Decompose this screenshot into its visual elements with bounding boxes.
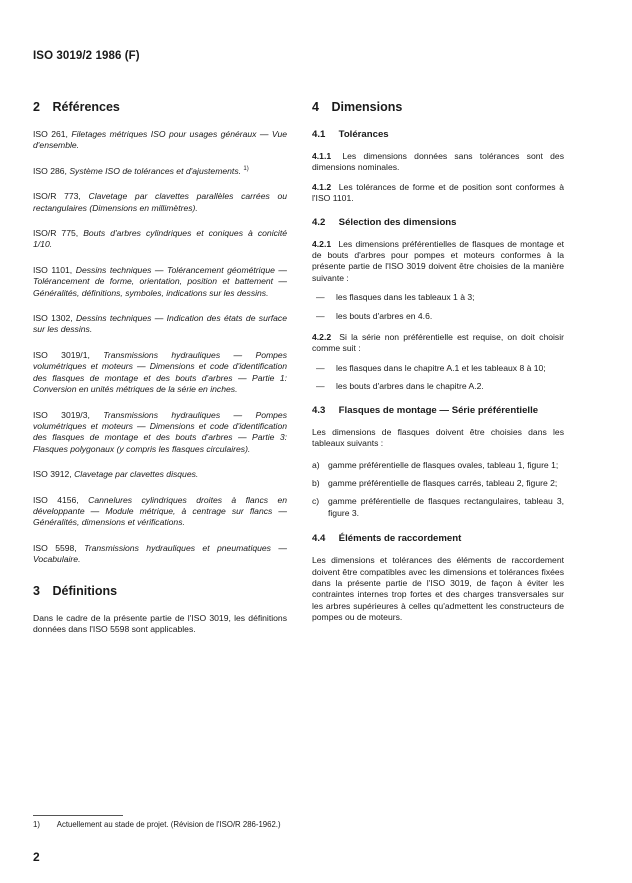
dash-bullet: — (316, 310, 325, 321)
list-item (312, 460, 564, 471)
clause-4-2-2 (312, 332, 564, 355)
section-title: Dimensions (331, 100, 403, 114)
reference-title: Transmissions hydrauliques — Pompes volumétriques et moteurs — Dimensions et code d'identification des flasques de montage et des bouts d'arbres — Partie 3: Flasques polygonaux (y compris les flasques circulaires). (33, 409, 287, 454)
list-item-label: b) (312, 477, 320, 488)
clause-text: Les dimensions préférentielles de flasques de montage et de bouts d'arbres pour pompes et moteurs conformes à la présente partie de l'ISO 3019 doivent être choisies de la manière suivante : (312, 238, 564, 283)
reference-item (33, 166, 287, 177)
subsection-number: 4.1 (312, 129, 326, 140)
list-item (312, 478, 564, 489)
clause-number: 4.1.2 (312, 181, 332, 192)
section-4-3-heading (312, 405, 564, 416)
list-item-text: les flasques dans le chapitre A.1 et les tableaux 8 à 10; (336, 362, 546, 373)
subsection-number: 4.3 (312, 404, 326, 416)
clause-number: 4.2.2 (312, 332, 332, 343)
reference-code: ISO/R 775, (33, 228, 79, 239)
reference-item (33, 313, 287, 336)
section-2-heading (33, 100, 287, 114)
reference-item (33, 228, 287, 251)
reference-title: Transmissions hydrauliques et pneumatiques — Vocabulaire. (33, 542, 287, 565)
list-item-text: les bouts d'arbres en 4.6. (336, 310, 433, 321)
reference-item (33, 495, 287, 529)
clause-number: 4.1.1 (312, 151, 332, 161)
list-item-text: gamme préférentielle de flasques ovales, tableau 1, figure 1; (328, 459, 559, 470)
section-number: 2 (33, 100, 40, 114)
reference-item (33, 469, 287, 480)
reference-title: Transmissions hydrauliques — Pompes volumétriques et moteurs — Dimensions et code d'identification des flasques de montage et des bouts d'arbres — Partie 1: Conversion en unités métriques de la série en inches. (33, 349, 287, 395)
section-4-3-intro: Les dimensions de flasques doivent être choisies dans les tableaux suivants : (312, 426, 564, 449)
footnote (33, 820, 281, 829)
dash-bullet: — (316, 292, 325, 303)
left-column (33, 100, 287, 643)
reference-item (33, 350, 287, 396)
clause-4-1-1 (312, 151, 564, 174)
page-number: 2 (33, 850, 40, 864)
reference-code: ISO 3912, (33, 469, 72, 480)
reference-code: ISO 5598, (33, 542, 77, 553)
footnote-text: Actuellement au stade de projet. (Révision de l'ISO/R 286-1962.) (56, 820, 281, 829)
subsection-title: Tolérances (338, 129, 389, 140)
reference-code: ISO 261, (33, 129, 68, 139)
reference-code: ISO 286, (33, 165, 67, 176)
list-item (312, 363, 564, 374)
clause-4-2-1 (312, 239, 564, 285)
reference-title: Cannelures cylindriques droites à flancs en développante — Module métrique, à centrage sur flancs — Généralités, dimensions et vérifications. (33, 494, 288, 528)
section-number: 4 (312, 100, 319, 114)
section-number: 3 (33, 583, 40, 598)
section-4-2-heading (312, 217, 564, 228)
list-item-label: a) (312, 459, 320, 470)
reference-code: ISO 4156, (33, 494, 79, 505)
footnote-ref: 1) (243, 165, 249, 172)
reference-code: ISO 3019/3, (33, 409, 90, 420)
footnote-rule (33, 815, 123, 816)
clause-text: Les tolérances de forme et de position sont conformes à l'ISO 1101. (312, 181, 564, 204)
reference-title: Clavetage par clavettes disques. (74, 469, 199, 480)
section-title: Définitions (52, 583, 118, 598)
section-4-4-heading (312, 533, 564, 544)
reference-title: Filetages métriques ISO pour usages généraux — Vue d'ensemble. (33, 129, 288, 151)
reference-title: Système ISO de tolérances et d'ajustements. (69, 165, 242, 176)
reference-code: ISO 1302, (33, 313, 73, 324)
dash-bullet: — (316, 381, 325, 392)
references-list (33, 129, 287, 566)
reference-item (33, 265, 287, 299)
reference-item (33, 191, 287, 214)
list-item (312, 292, 564, 303)
section-4-4-text: Les dimensions et tolérances des éléments de raccordement doivent être compatibles avec les dimensions et tolérances fixées dans la présente partie de l'ISO 3019, de façon à éviter les contraintes internes trop fortes et des charges transversales sur les arbres supérieures à celles qu'admettent les constructeurs de pompes ou de moteurs. (312, 555, 564, 623)
clause-text: Les dimensions données sans tolérances sont des dimensions nominales. (312, 151, 565, 173)
subsection-title: Flasques de montage — Série préférentielle (338, 404, 539, 416)
reference-item (33, 129, 287, 152)
list-item (312, 496, 564, 519)
section-4-heading (312, 100, 564, 114)
reference-item (33, 410, 287, 456)
reference-title: Bouts d'arbres cylindriques et coniques à conicité 1/10. (33, 228, 287, 250)
list-item-label: c) (312, 496, 320, 507)
subsection-title: Éléments de raccordement (338, 533, 462, 545)
footnote-number: 1) (33, 820, 40, 829)
section-4-1-heading (312, 129, 564, 140)
clause-number: 4.2.1 (312, 238, 332, 249)
definitions-text: Dans le cadre de la présente partie de l'ISO 3019, les définitions données dans l'ISO 5598 sont applicables. (33, 612, 287, 634)
reference-code: ISO/R 773, (33, 191, 81, 202)
list-item (312, 381, 564, 392)
reference-title: Dessins techniques — Indication des états de surface sur les dessins. (33, 313, 287, 335)
section-3-heading (33, 584, 287, 598)
list-item-text: gamme préférentielle de flasques rectangulaires, tableau 3, figure 3. (328, 496, 564, 518)
subsection-number: 4.4 (312, 533, 326, 545)
reference-item (33, 543, 287, 566)
reference-code: ISO 1101, (33, 264, 73, 275)
dash-bullet: — (316, 362, 325, 373)
document-header: ISO 3019/2 1986 (F) (33, 50, 140, 62)
clause-text: Si la série non préférentielle est requise, on doit choisir comme suit : (312, 332, 564, 354)
subsection-number: 4.2 (312, 216, 326, 228)
clause-4-1-2 (312, 182, 564, 205)
subsection-title: Sélection des dimensions (338, 216, 457, 228)
reference-title: Dessins techniques — Tolérancement géométrique — Tolérancement de forme, orientation, position et battement — Généralités, définitions, symboles, indications sur les dessins. (33, 264, 287, 298)
right-column (312, 100, 564, 632)
list-item (312, 311, 564, 322)
list-item-text: les flasques dans les tableaux 1 à 3; (336, 292, 475, 303)
reference-title: Clavetage par clavettes parallèles carrées ou rectangulaires (Dimensions en millimètres). (33, 191, 288, 213)
list-item-text: les bouts d'arbres dans le chapitre A.2. (336, 381, 484, 392)
list-item-text: gamme préférentielle de flasques carrés, tableau 2, figure 2; (328, 477, 558, 488)
reference-code: ISO 3019/1, (33, 349, 90, 360)
section-title: Références (52, 100, 120, 114)
